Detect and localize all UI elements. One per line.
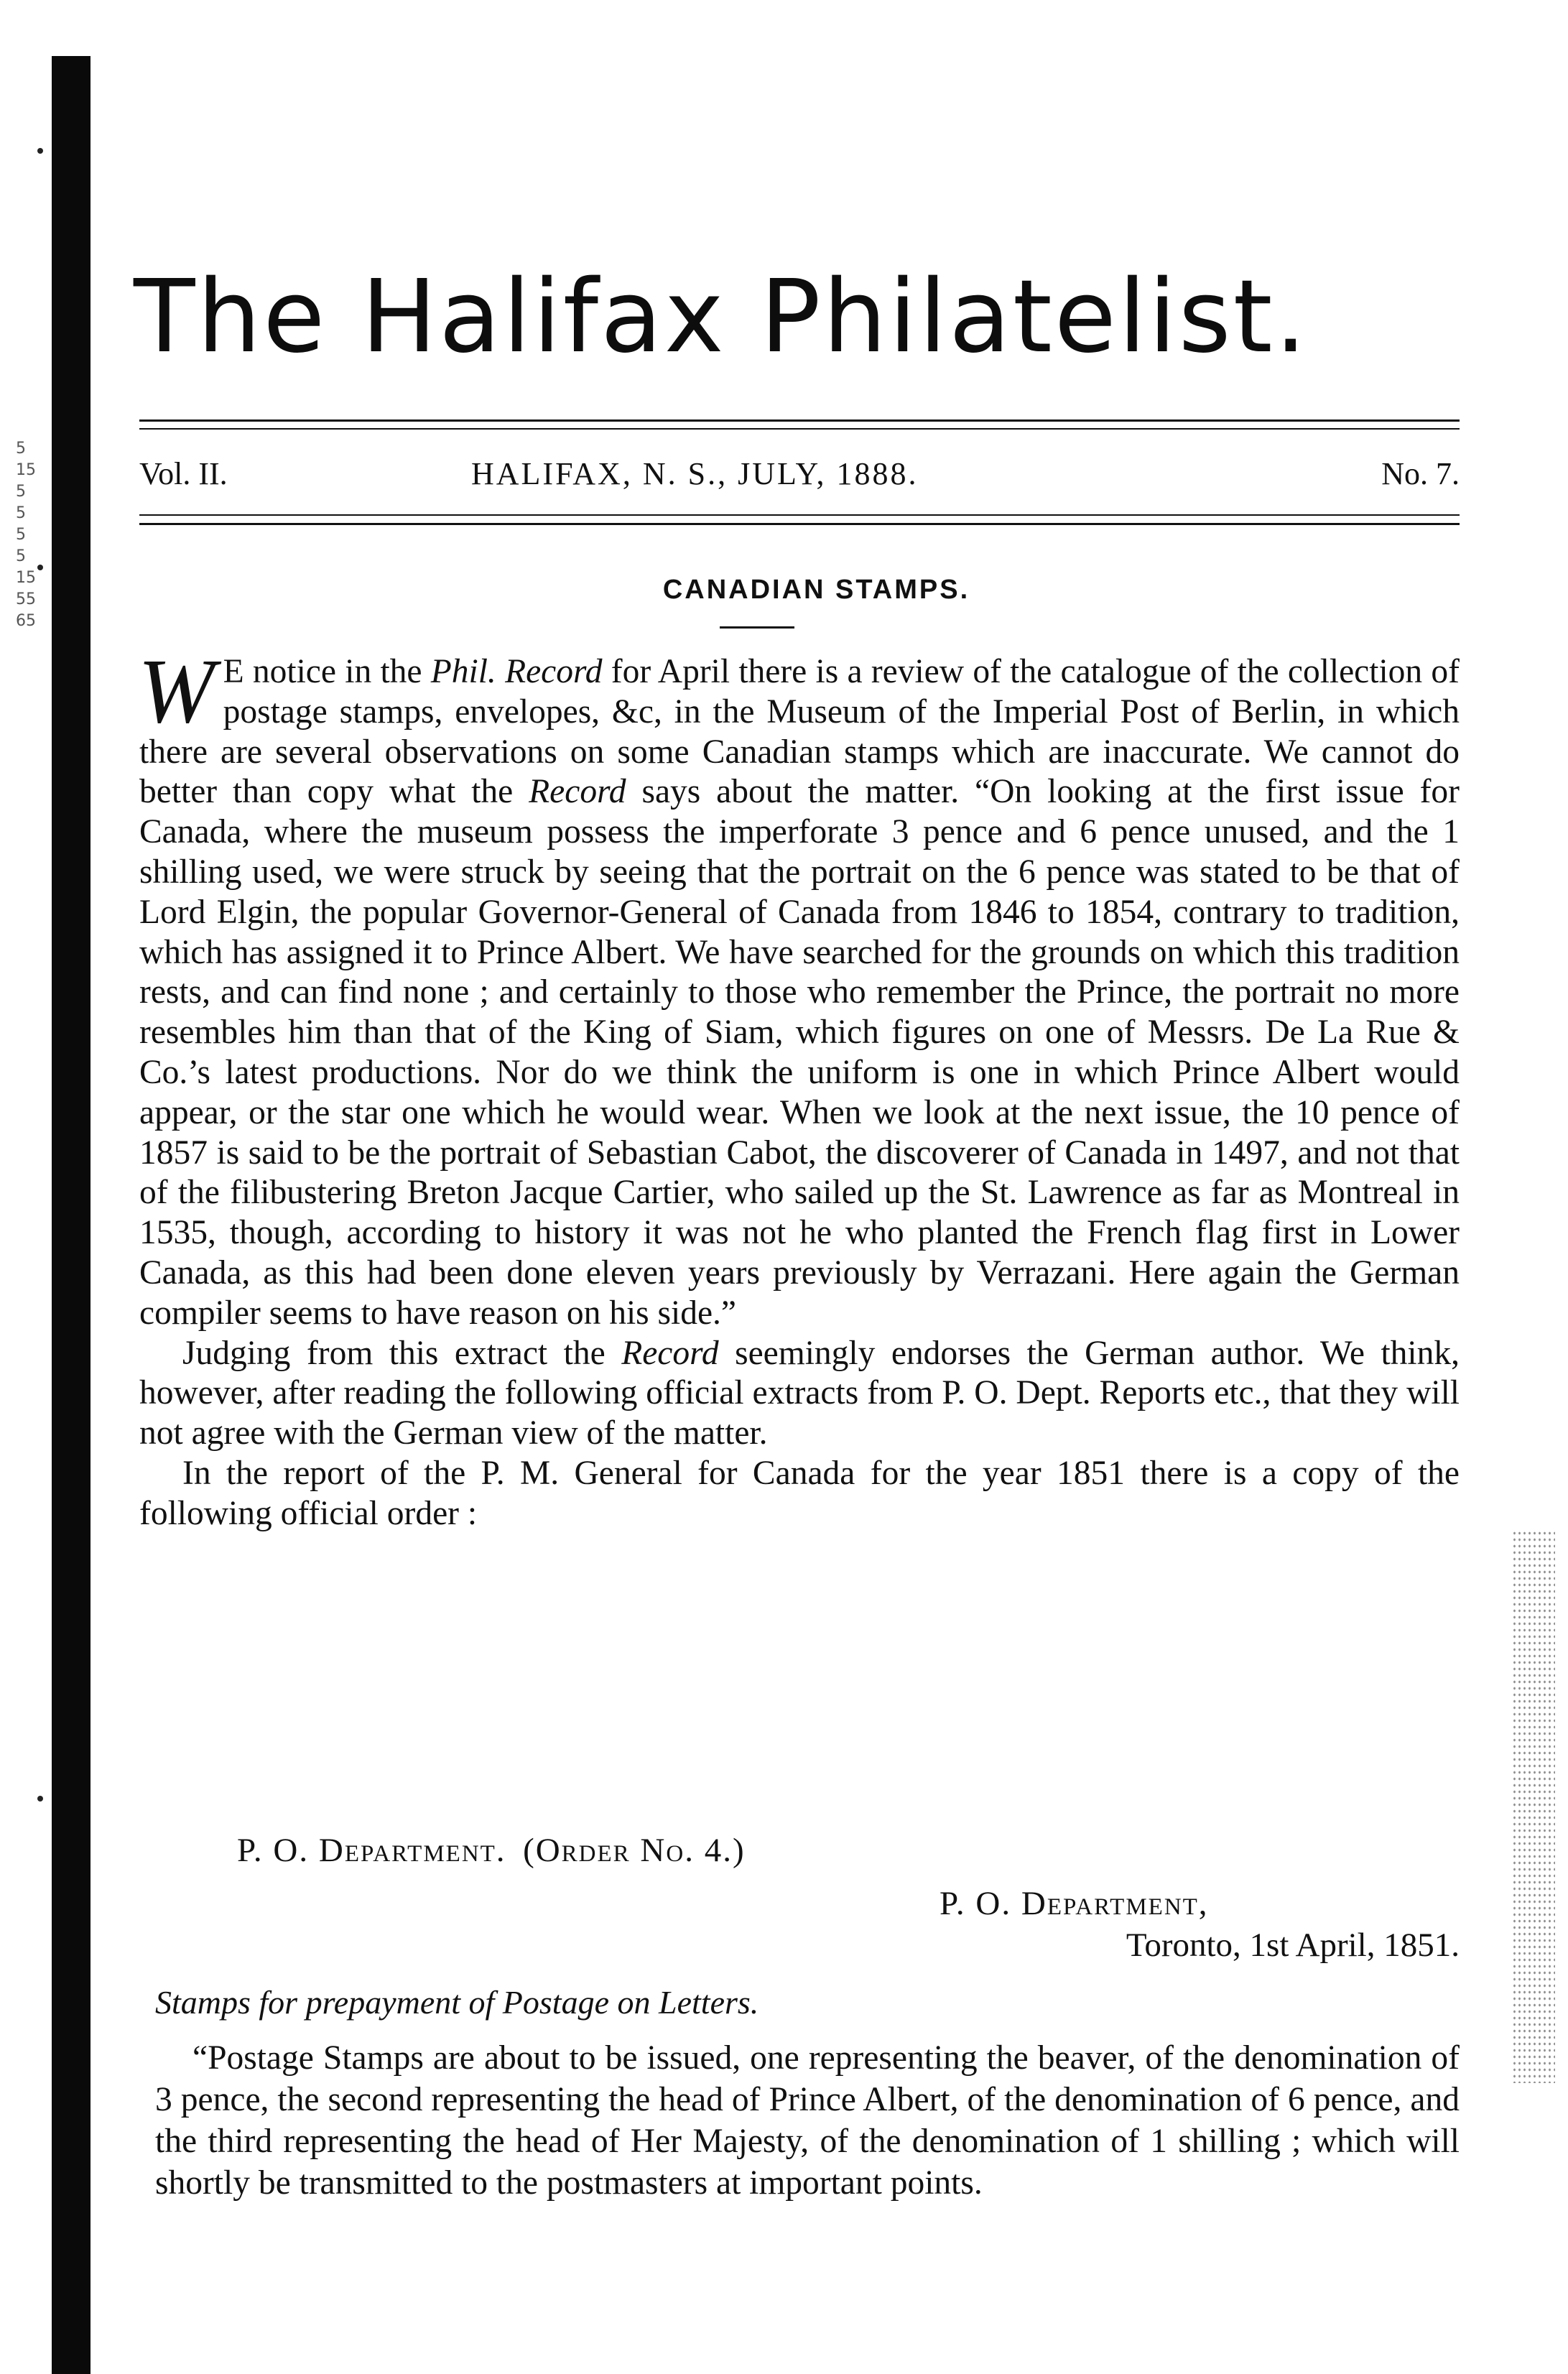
rule-top-2 (139, 428, 1460, 430)
order-date: Toronto, 1st April, 1851. (1126, 1926, 1460, 1964)
margin-marks: 5 15 5 5 5 5 15 55 65 (16, 440, 36, 630)
order-subject: Stamps for prepayment of Postage on Letters. (155, 1984, 759, 2021)
article-body (138, 640, 1460, 1534)
page-binding-edge (52, 56, 91, 2374)
drop-cap: W (138, 640, 215, 742)
volume-number: Vol. II. (139, 456, 228, 491)
italic-run: Record (529, 773, 626, 811)
order-dept-label: P. O. Department. (237, 1832, 506, 1869)
masthead-title: The Halifax Philatelist. (134, 259, 1309, 376)
paragraph-1 (138, 640, 1460, 1334)
binding-mark (37, 1796, 43, 1802)
italic-run: Phil. Record (430, 653, 603, 690)
issue-number: No. 7. (1381, 456, 1460, 491)
paragraph-2 (139, 1334, 1460, 1454)
text-run: seemingly endorses the German author. We think, however, after reading the following official extracts from P. O. Dept. Reports etc., that they will not agree with the German view of the matter. (139, 1334, 1460, 1452)
text-run: for April there is a review of the catalogue of the collection of postage stamps, envelopes, &c, in the Museum of the Imperial Post of Berlin, in which there are several observations on some Canadian stamps which are inaccurate. We cannot do better than copy what the (139, 653, 1460, 811)
rule-top-1 (139, 419, 1460, 422)
place-date: HALIFAX, N. S., JULY, 1888. (471, 456, 919, 491)
scan-noise (1512, 1530, 1555, 2083)
text-run: E notice in the (223, 653, 431, 690)
order-number: (Order No. 4.) (523, 1832, 746, 1869)
order-dept-signature: P. O. Department, (940, 1885, 1209, 1922)
italic-run: Record (621, 1334, 719, 1372)
article-title: CANADIAN STAMPS. (662, 575, 970, 605)
binding-mark (37, 148, 43, 154)
text-run: says about the matter. “On looking at the first issue for Canada, where the museum possess the imperforate 3 pence and 6 pence unused, and the 1 shilling used, we were struck by seeing that the portrait on the 6 pence was stated to be that of Lord Elgin, the popular Governor-General of Canada from 1846 to 1854, contrary to tradition, which has assigned it to Prince Albert. We have searched for the grounds on which this tradition rests, and can find none ; and certainly to those who remember the Prince, the portrait no more resembles him than that of the King of Siam, which figures on one of Messrs. De La Rue & Co.’s latest productions. Nor do we think the uniform is one in which Prince Albert would appear, or the star one which he would wear. When we look at the next issue, the 10 pence of 1857 is said to be the portrait of Sebastian Cabot, the discoverer of Canada in 1497, and not that of the filibustering Breton Jacque Cartier, who sailed up the St. Lawrence as far as Montreal in 1535, though, according to history it was not he who planted the French flag first in Lower Canada, as this had been done eleven years previously by Verrazani. Here again the German compiler seems to have reason on his side.” (139, 773, 1460, 1332)
rule-bottom-1 (139, 514, 1460, 516)
binding-mark (37, 565, 43, 570)
order-quote: “Postage Stamps are about to be issued, one representing the beaver, of the denomination of 3 pence, the second representing the head of Prince Albert, of the denomination of 6 pence, and the third representing the head of Her Majesty, of the denomination of 1 shilling ; which will shortly be transmitted to the postmasters at important points. (155, 2039, 1460, 2202)
order-heading (237, 1830, 746, 1870)
rule-bottom-2 (139, 523, 1460, 525)
text-run: Judging from this extract the (182, 1334, 622, 1372)
paragraph-3: In the report of the P. M. General for Canada for the year 1851 there is a copy of the following official order : (139, 1454, 1460, 1532)
issue-line (139, 454, 1460, 494)
title-underline (720, 626, 794, 629)
